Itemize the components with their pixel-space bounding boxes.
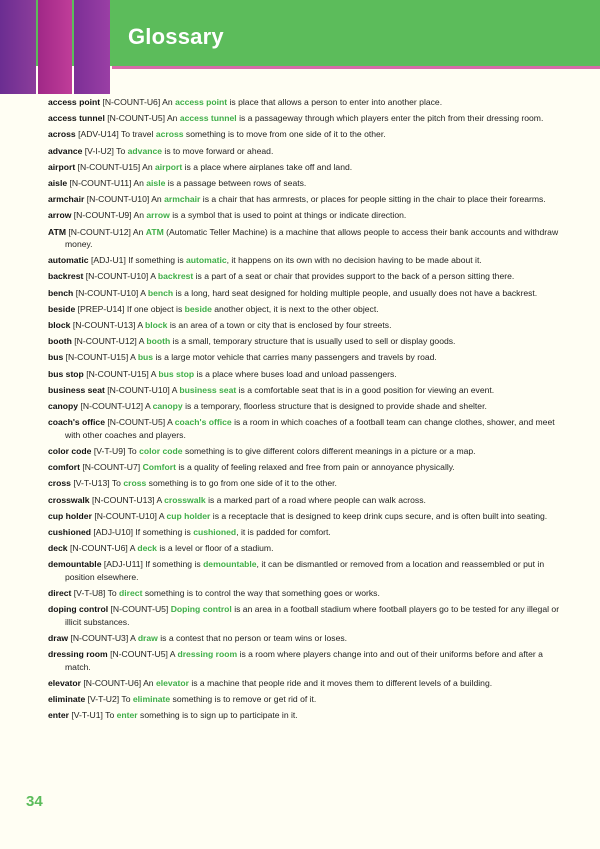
entry-code: [N-COUNT-U7] <box>82 462 141 473</box>
entry-highlight: advance <box>127 145 163 156</box>
entry-definition-text: is place that allows a person to enter into another place. <box>227 97 443 107</box>
entry-term: cushioned <box>48 526 91 537</box>
entry-code: [ADJ-U1] <box>90 255 126 266</box>
glossary-entry <box>48 96 560 109</box>
entry-term: aisle <box>48 177 68 188</box>
entry-term: cup holder <box>48 510 92 521</box>
glossary-entry <box>48 461 560 474</box>
entry-term: arrow <box>48 210 72 221</box>
entry-definition-text: is a room where players change into and out of their uniforms before and after a match. <box>65 649 543 672</box>
glossary-entry <box>48 112 560 125</box>
glossary-entry <box>48 494 560 507</box>
entry-highlight: Comfort <box>142 462 176 473</box>
glossary-entry <box>48 270 560 283</box>
entry-highlight: coach's office <box>174 417 232 428</box>
entry-definition-text: To <box>111 478 124 489</box>
entry-definition-text: is a place where airplanes take off and land. <box>182 161 353 172</box>
entry-highlight: booth <box>146 336 171 347</box>
entry-code: [N-COUNT-U13] <box>91 494 155 505</box>
entry-code: [N-COUNT-U15] <box>65 352 129 363</box>
entry-highlight: aisle <box>146 177 166 188</box>
entry-term: armchair <box>48 194 85 205</box>
entry-definition-text: something is to go from one side of it to the other. <box>146 478 337 489</box>
stripe-1 <box>0 0 36 94</box>
entry-code: [N-COUNT-U5] <box>107 113 166 124</box>
entry-code: [N-COUNT-U12] <box>68 226 131 237</box>
entry-code: [N-COUNT-U6] <box>83 677 142 688</box>
entry-definition-text: is to move forward or ahead. <box>162 145 274 156</box>
entry-term: access tunnel <box>48 113 105 124</box>
entry-code: [N-COUNT-U15] <box>77 161 141 172</box>
entry-code: [N-COUNT-U10] <box>94 510 157 521</box>
glossary-entry <box>48 287 560 300</box>
entry-term: booth <box>48 336 72 347</box>
glossary-entry <box>48 319 560 332</box>
entry-definition-text: is a chair that has armrests, or places for people sitting in the chair to place their forearms. <box>200 194 546 205</box>
entry-code: [N-COUNT-U10] <box>107 384 170 395</box>
entry-definition-text: is a symbol that is used to point at things or indicate direction. <box>169 210 407 221</box>
entry-highlight: enter <box>116 710 138 721</box>
entry-definition-text: An <box>166 113 180 124</box>
entry-highlight: demountable <box>203 559 257 570</box>
entry-definition-text: something is to move from one side of it to the other. <box>183 129 386 140</box>
entry-highlight: deck <box>137 543 157 554</box>
entry-term: canopy <box>48 400 79 411</box>
entry-highlight: armchair <box>164 194 201 205</box>
entry-definition-text: An <box>133 177 147 188</box>
page-title: Glossary <box>128 24 224 49</box>
entry-definition-text: , it is padded for comfort. <box>236 526 331 537</box>
entry-code: [V-T-U1] <box>71 710 103 721</box>
entry-definition-text: is an area in a football stadium where football players go to be tested for any illegal or illicit substances. <box>65 604 560 627</box>
entry-definition-text: An <box>143 677 156 688</box>
entry-definition-text: To <box>116 145 128 156</box>
entry-definition-text: If one object is <box>126 303 185 314</box>
entry-definition-text: If something is <box>135 526 194 537</box>
entry-definition-text: is a place where buses load and unload passengers. <box>194 368 397 379</box>
entry-highlight: block <box>144 320 168 331</box>
entry-highlight: bus stop <box>158 368 195 379</box>
glossary-entry <box>48 445 560 458</box>
entry-term: bench <box>48 287 74 298</box>
entry-definition-text: is a marked part of a road where people can walk across. <box>205 494 426 505</box>
entry-highlight: color code <box>139 445 183 456</box>
entry-definition-text: something is to sign up to participate in it. <box>137 710 298 721</box>
entry-definition-text: A <box>130 633 138 643</box>
entry-code: [V-T-U2] <box>87 694 120 705</box>
entry-definition-text: To <box>105 710 117 721</box>
entry-definition-text: An <box>151 194 165 205</box>
entry-definition-text: A <box>150 368 159 379</box>
glossary-entry <box>48 193 560 206</box>
glossary-entry <box>48 226 560 251</box>
entry-highlight: ATM <box>145 226 164 237</box>
entry-definition-text: A <box>144 400 153 411</box>
entry-code: [ADJ-U11] <box>103 559 143 570</box>
glossary-entry <box>48 416 560 441</box>
entry-highlight: crosswalk <box>164 494 206 505</box>
entry-definition-text: something is to remove or get rid of it. <box>170 694 317 705</box>
entry-definition-text: is a temporary, floorless structure that is designed to provide shade and shelter. <box>182 400 487 411</box>
entry-code: [N-COUNT-U12] <box>80 400 144 411</box>
entry-definition-text: To travel <box>120 129 156 140</box>
entry-definition-text: To <box>107 588 120 599</box>
entry-term: enter <box>48 710 70 721</box>
entry-code: [N-COUNT-U5] <box>110 649 168 660</box>
glossary-entry <box>48 677 560 690</box>
entry-highlight: arrow <box>146 210 170 221</box>
glossary-entry <box>48 632 560 645</box>
entry-definition-text: is a contest that no person or team wins or loses. <box>157 633 348 643</box>
page-number: 34 <box>26 793 43 810</box>
entry-code: [ADJ-U10] <box>93 526 134 537</box>
entry-term: bus <box>48 352 64 363</box>
glossary-entry <box>48 351 560 364</box>
entry-code: [N-COUNT-U13] <box>72 320 136 331</box>
entry-term: elevator <box>48 677 81 688</box>
stripe-3 <box>74 0 110 94</box>
glossary-entry <box>48 177 560 190</box>
entry-highlight: bus <box>137 352 154 363</box>
entry-definition-text: A <box>138 336 147 347</box>
entry-term: eliminate <box>48 694 86 705</box>
entry-term: crosswalk <box>48 494 90 505</box>
entry-highlight: elevator <box>155 677 189 688</box>
entry-term: coach's office <box>48 417 105 428</box>
entry-definition-text: A <box>150 271 158 282</box>
entry-highlight: access point <box>175 97 228 107</box>
glossary-list <box>48 96 560 726</box>
entry-code: [N-COUNT-U9] <box>73 210 132 221</box>
glossary-entry <box>48 368 560 381</box>
entry-term: deck <box>48 543 68 554</box>
entry-term: business seat <box>48 384 105 395</box>
glossary-entry <box>48 709 560 722</box>
entry-definition-text: If something is <box>145 559 204 570</box>
header-divider <box>112 66 600 69</box>
entry-definition-text: To <box>127 445 140 456</box>
entry-highlight: draw <box>137 633 158 643</box>
glossary-entry <box>48 303 560 316</box>
entry-highlight: cup holder <box>166 510 211 521</box>
entry-definition-text: is a passageway through which players enter the pitch from their dressing room. <box>236 113 544 124</box>
entry-code: [N-COUNT-U12] <box>74 336 137 347</box>
glossary-entry <box>48 400 560 413</box>
entry-code: [V-T-U8] <box>73 588 106 599</box>
entry-term: cross <box>48 478 71 489</box>
entry-code: [N-COUNT-U10] <box>86 194 150 205</box>
entry-code: [N-COUNT-U3] <box>70 633 129 643</box>
glossary-entry <box>48 510 560 523</box>
entry-term: block <box>48 320 71 331</box>
entry-highlight: across <box>155 129 184 140</box>
entry-highlight: cushioned <box>193 526 237 537</box>
glossary-entry <box>48 477 560 490</box>
entry-code: [N-COUNT-U10] <box>85 271 149 282</box>
entry-term: beside <box>48 303 76 314</box>
entry-definition-text: is a comfortable seat that is in a good position for viewing an event. <box>236 384 495 395</box>
entry-definition-text: A <box>156 494 165 505</box>
entry-definition-text: is a small, temporary structure that is usually used to sell or display goods. <box>170 336 456 347</box>
entry-highlight: business seat <box>179 384 237 395</box>
glossary-entry <box>48 648 560 673</box>
entry-highlight: eliminate <box>132 694 171 705</box>
entry-term: access point <box>48 97 101 107</box>
glossary-entry <box>48 161 560 174</box>
entry-definition-text: If something is <box>128 255 187 266</box>
entry-definition-text: , it can be dismantled or removed from a location and reassembled or put in position elsewhere. <box>65 559 545 582</box>
entry-term: advance <box>48 145 83 156</box>
stripe-2 <box>38 0 72 94</box>
entry-definition-text: A <box>137 320 145 331</box>
entry-definition-text: is a passage between rows of seats. <box>165 177 307 188</box>
glossary-entry <box>48 542 560 555</box>
entry-code: [ADV-U14] <box>78 129 119 140</box>
entry-definition-text: another object, it is next to the other object. <box>211 303 379 314</box>
glossary-entry <box>48 587 560 600</box>
glossary-entry <box>48 693 560 706</box>
entry-highlight: canopy <box>152 400 183 411</box>
entry-definition-text: (Automatic Teller Machine) is a machine that allows people to access their bank accounts and withdraw money. <box>65 226 559 250</box>
entry-term: color code <box>48 445 92 456</box>
entry-term: direct <box>48 588 72 599</box>
entry-term: automatic <box>48 255 89 266</box>
entry-definition-text: A <box>158 510 167 521</box>
entry-highlight: backrest <box>157 271 194 282</box>
glossary-entry <box>48 145 560 158</box>
entry-code: [N-COUNT-U15] <box>86 368 149 379</box>
glossary-entry <box>48 603 560 628</box>
entry-highlight: automatic <box>186 255 227 266</box>
entry-code: [N-COUNT-U5] <box>110 604 169 615</box>
entry-term: airport <box>48 161 76 172</box>
entry-term: across <box>48 129 76 140</box>
entry-definition-text: something is to give different colors different meanings in a picture or a map. <box>182 445 476 456</box>
entry-code: [N-COUNT-U6] <box>102 97 161 107</box>
entry-definition-text: A <box>130 352 138 363</box>
glossary-entry <box>48 558 560 583</box>
entry-code: [N-COUNT-U11] <box>69 177 132 188</box>
entry-code: [N-COUNT-U6] <box>69 543 128 554</box>
entry-highlight: access tunnel <box>179 113 237 124</box>
entry-definition-text: A <box>171 384 180 395</box>
entry-definition-text: is a part of a seat or chair that provides support to the back of a person sitting there. <box>193 271 515 282</box>
entry-definition-text: A <box>167 417 175 428</box>
entry-definition-text: is a machine that people ride and it moves them to different levels of a building. <box>188 677 493 688</box>
entry-definition-text: An <box>132 226 146 237</box>
entry-definition-text: is a long, hard seat designed for holding multiple people, and usually does not have a backrest. <box>173 287 538 298</box>
entry-definition-text: is a large motor vehicle that carries many passengers and travels by road. <box>153 352 437 363</box>
entry-definition-text: A <box>129 543 138 554</box>
entry-definition-text: is an area of a town or city that is enclosed by four streets. <box>167 320 392 331</box>
entry-term: ATM <box>48 226 66 237</box>
entry-term: bus stop <box>48 368 84 379</box>
entry-definition-text: , it happens on its own with no decision having to be made about it. <box>226 255 482 266</box>
entry-term: draw <box>48 633 69 643</box>
entry-code: [N-COUNT-U5] <box>107 417 166 428</box>
entry-term: backrest <box>48 271 84 282</box>
entry-highlight: Doping control <box>170 604 232 615</box>
entry-code: [PREP-U14] <box>77 303 125 314</box>
entry-highlight: beside <box>184 303 212 314</box>
entry-definition-text: something is to control the way that something goes or works. <box>142 588 380 599</box>
entry-definition-text: A <box>140 287 148 298</box>
entry-term: comfort <box>48 462 80 473</box>
entry-highlight: dressing room <box>177 649 238 660</box>
entry-highlight: direct <box>119 588 143 599</box>
entry-code: [V-T-U13] <box>73 478 110 489</box>
entry-code: [V-I-U2] <box>84 145 114 156</box>
glossary-entry <box>48 254 560 267</box>
entry-code: [V-T-U9] <box>93 445 126 456</box>
glossary-entry <box>48 526 560 539</box>
decorative-stripes <box>0 0 120 94</box>
entry-definition-text: To <box>121 694 133 705</box>
entry-term: dressing room <box>48 649 108 660</box>
entry-highlight: bench <box>147 287 174 298</box>
entry-definition-text: is a receptacle that is designed to keep drink cups secure, and is often built into seating. <box>210 510 548 521</box>
glossary-entry <box>48 384 560 397</box>
entry-definition-text: An <box>162 97 176 107</box>
entry-highlight: airport <box>155 161 183 172</box>
entry-definition-text: is a room in which coaches of a football team can change clothes, shower, and meet with other coaches and players. <box>65 417 555 440</box>
entry-definition-text: is a level or floor of a stadium. <box>156 543 274 554</box>
entry-definition-text: An <box>142 161 155 172</box>
entry-definition-text: A <box>169 649 178 660</box>
entry-highlight: cross <box>123 478 147 489</box>
glossary-entry <box>48 209 560 222</box>
entry-definition-text: An <box>133 210 147 221</box>
entry-definition-text: is a quality of feeling relaxed and free from pain or annoyance physically. <box>175 462 455 473</box>
entry-term: doping control <box>48 604 109 615</box>
glossary-entry <box>48 128 560 141</box>
entry-code: [N-COUNT-U10] <box>75 287 139 298</box>
entry-term: demountable <box>48 559 102 570</box>
glossary-entry <box>48 335 560 348</box>
